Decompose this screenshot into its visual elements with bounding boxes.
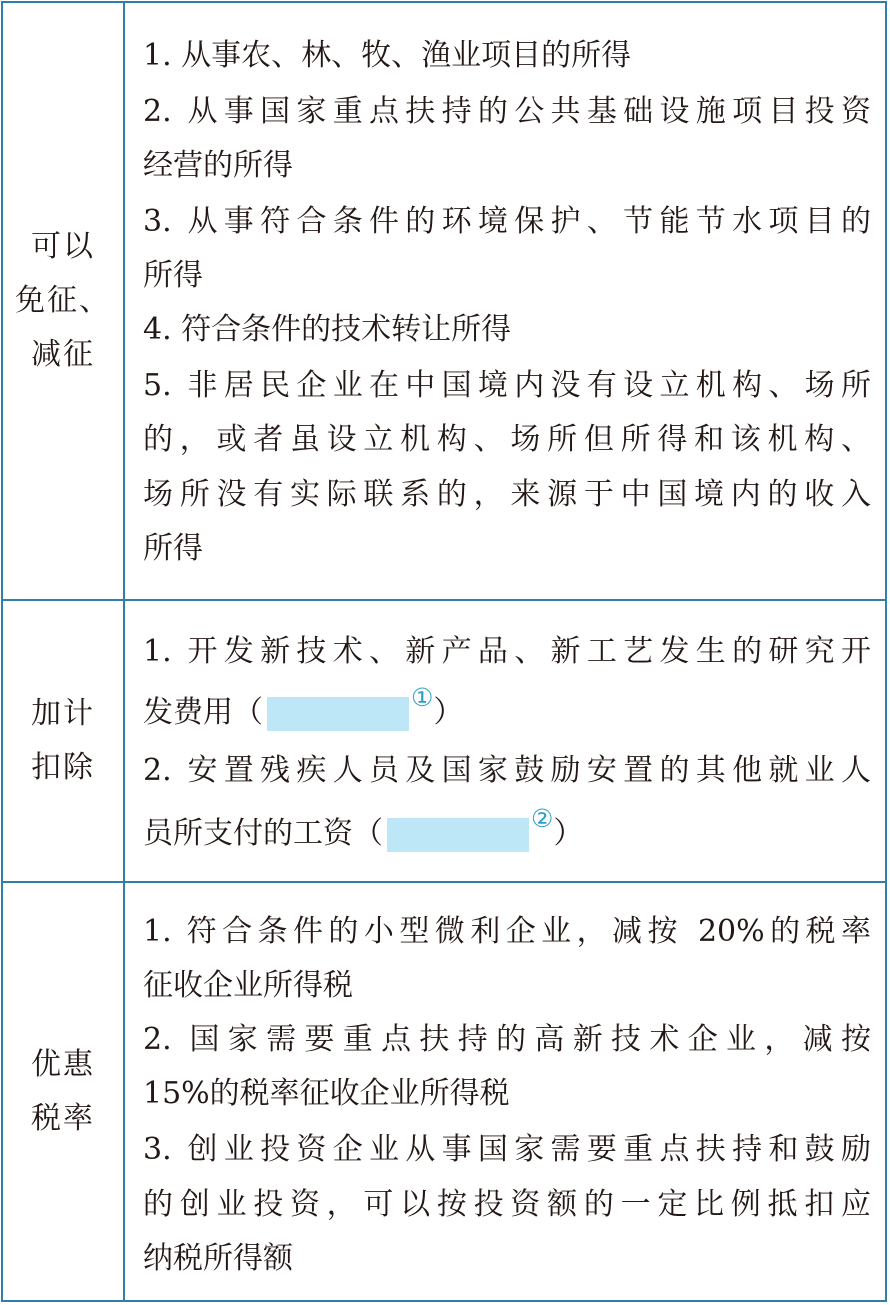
content-line-with-blank-2: [143, 807, 871, 861]
content-line: 5. 非居民企业在中国境内没有设立机构、场所: [143, 368, 871, 403]
row-label-cell: [3, 883, 125, 1300]
row-content-cell: [143, 883, 871, 1300]
content-line: 纳税所得额: [143, 1241, 293, 1276]
answer-blank-2[interactable]: [387, 818, 529, 852]
content-line: 2. 从事国家重点扶持的公共基础设施项目投资: [143, 94, 871, 129]
content-line: 15%的税率征收企业所得税: [143, 1076, 510, 1111]
content-line: 4. 符合条件的技术转让所得: [143, 312, 512, 347]
row-label: 加计 扣除: [31, 696, 95, 785]
table-row-exemption: [3, 3, 885, 601]
content-line: 的创业投资，可以按投资额的一定比例抵扣应: [143, 1187, 871, 1222]
content-line: 3. 创业投资企业从事国家需要重点扶持和鼓励: [143, 1132, 871, 1167]
blank-marker-2: ②: [531, 807, 554, 833]
row-label: 优惠 税率: [31, 1046, 95, 1136]
row-label-cell: [3, 3, 125, 599]
content-line: 2. 国家需要重点扶持的高新技术企业，减按: [143, 1022, 871, 1057]
content-line: 1. 开发新技术、新产品、新工艺发生的研究开: [143, 634, 871, 669]
row-label-cell: [3, 601, 125, 881]
content-line: 场所没有实际联系的，来源于中国境内的收入: [143, 477, 871, 512]
answer-blank-1[interactable]: [267, 697, 409, 731]
tax-incentives-table: [1, 1, 887, 1302]
table-row-preferential-rate: [3, 883, 885, 1300]
row-label: 可以 免征、 减征: [15, 229, 111, 372]
content-line: 2. 安置残疾人员及国家鼓励安置的其他就业人: [143, 753, 871, 788]
blank-marker-1: ①: [411, 686, 434, 712]
content-line: 1. 从事农、林、牧、渔业项目的所得: [143, 38, 632, 73]
content-line: 1. 符合条件的小型微利企业，减按 20%的税率: [143, 914, 871, 949]
row-content-cell: [143, 3, 871, 599]
line-suffix: ）: [433, 695, 464, 730]
table-row-additional-deduction: [3, 601, 885, 883]
line-prefix: 员所支付的工资（: [143, 816, 383, 851]
content-line: 所得: [143, 531, 203, 566]
content-line: 所得: [143, 258, 203, 293]
content-line: 经营的所得: [143, 148, 293, 183]
line-prefix: 发费用（: [143, 695, 263, 730]
content-line: 的，或者虽设立机构、场所但所得和该机构、: [143, 422, 871, 457]
content-line: 征收企业所得税: [143, 968, 353, 1003]
line-suffix: ）: [553, 816, 584, 851]
content-line: 3. 从事符合条件的环境保护、节能节水项目的: [143, 204, 871, 239]
row-content-cell: [143, 601, 871, 881]
content-line-with-blank-1: [143, 686, 871, 740]
